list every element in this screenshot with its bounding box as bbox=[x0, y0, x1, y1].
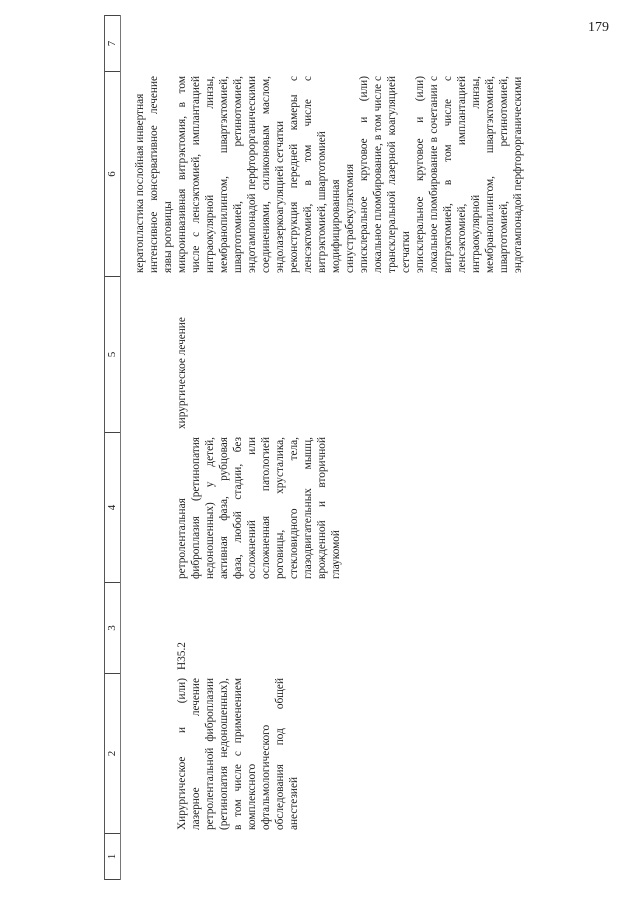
header-col-2: 2 bbox=[105, 674, 120, 834]
header-col-3: 3 bbox=[105, 583, 120, 674]
header-col-7: 7 bbox=[105, 15, 120, 72]
method-item: модифицированная синустрабекулэктомия bbox=[330, 163, 356, 273]
methods-cell bbox=[175, 72, 525, 277]
treatment-type-text: хирургическое лечение bbox=[176, 317, 188, 429]
table-header-row bbox=[104, 15, 121, 880]
header-col-6: 6 bbox=[105, 72, 120, 277]
procedures-table bbox=[104, 15, 525, 880]
method-item: реконструкция передней камеры с ленсэктомией, в том числе с витрэктомией, швартотомией bbox=[288, 76, 328, 273]
method-item: кератопластика послойная инвертная bbox=[134, 93, 146, 273]
method-item: интенсивное консервативное лечение язвы роговицы bbox=[148, 76, 174, 273]
icd-code-text: H35.2 bbox=[176, 642, 188, 670]
care-type-cell bbox=[175, 674, 525, 834]
header-col-1: 1 bbox=[105, 834, 120, 880]
care-type-text: Хирургическое и (или) лазерное лечение ретролентальной фиброплазии (ретинопатия недоношенных), в том числе с применением комплексного офтальмологического обследования под общей анестезией bbox=[176, 678, 300, 830]
row-number-cell bbox=[175, 834, 525, 880]
patient-model-text: ретролентальная фиброплазия (ретинопатия недоношенных) у детей, активная фаза, рубцовая фаза, любой стадии, без осложнений или осложненная патологией роговицы, хрусталика, стекловидного тела, глазодвигательных мышц, врожденной и вторичной глаукомой bbox=[176, 437, 342, 579]
icd-code-cell bbox=[175, 583, 525, 674]
cost-cell bbox=[175, 15, 525, 72]
treatment-type-cell bbox=[175, 277, 525, 433]
page-number: 179 bbox=[588, 20, 609, 35]
table-row-continuation bbox=[121, 15, 175, 880]
table-row bbox=[175, 15, 525, 880]
method-item: эписклеральное круговое и (или) локальное пломбирование в сочетании с витрэктомией, в том числе с ленсэктомией, имплантацией интраокулярной линзы, мембранопилингом, швартэктомией, швартотомией, ретинотомией, эндотампонадой перфторорганическими bbox=[414, 76, 524, 273]
method-item: эписклеральное круговое и (или) локальное пломбирование, в том числе с трансклеральной лазерной коагуляцией сетчатки bbox=[358, 76, 412, 273]
methods-cell bbox=[133, 72, 175, 277]
method-item: микроинвазивная витрэктомия, в том числе с ленсэктомией, имплантацией интраокулярной линзы, мембранопилингом, швартэктомией, швартотомией, ретинотомией, эндотампонадой перфторорганическими соединениями, силиконовым маслом, эндолазеркоагуляцией сетчатки bbox=[176, 76, 286, 273]
header-col-5: 5 bbox=[105, 277, 120, 433]
patient-model-cell bbox=[175, 433, 525, 583]
header-col-4: 4 bbox=[105, 433, 120, 583]
